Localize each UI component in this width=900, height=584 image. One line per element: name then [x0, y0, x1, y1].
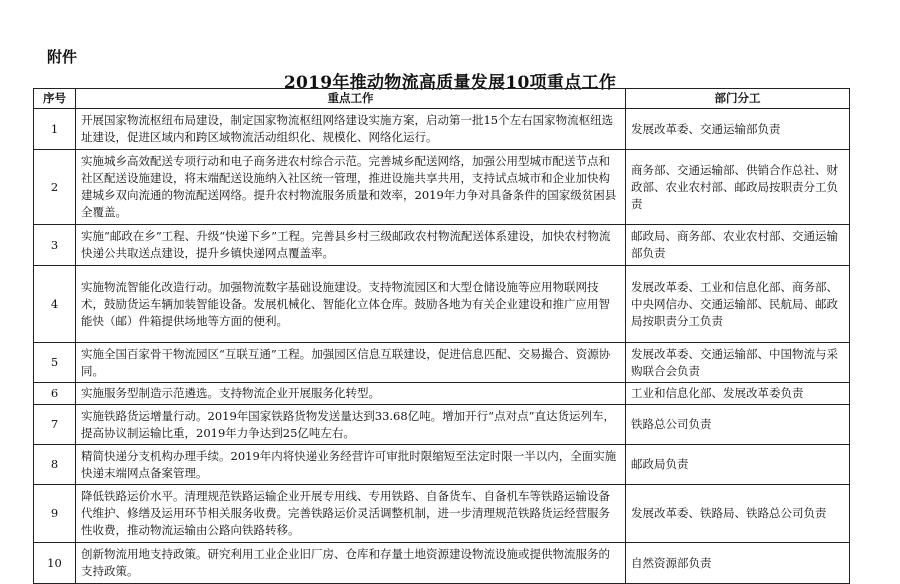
- table-row: [34, 109, 850, 150]
- row-dept: 工业和信息化部、发展改革委负责: [626, 383, 850, 405]
- row-dept: 发展改革委、交通运输部、中国物流与采购联合会负责: [626, 343, 850, 383]
- row-num: 4: [34, 266, 76, 343]
- row-work: 实施铁路货运增量行动。2019年国家铁路货物发送量达到33.68亿吨。增加开行“点对点”直达货运列车，提高协议制运输比重，2019年力争达到25亿吨左右。: [76, 405, 626, 445]
- row-dept: 发展改革委、工业和信息化部、商务部、中央网信办、交通运输部、民航局、邮政局按职责分工负责: [626, 266, 850, 343]
- table-row: [34, 225, 850, 266]
- attachment-label: 附件: [47, 48, 78, 66]
- row-dept: 铁路总公司负责: [626, 405, 850, 445]
- table-row: [34, 445, 850, 485]
- header-dept: 部门分工: [626, 89, 850, 109]
- row-work: 精简快递分支机构办理手续。2019年内将快递业务经营许可审批时限缩短至法定时限一半以内，全面实施快递末端网点备案管理。: [76, 445, 626, 485]
- row-dept: 邮政局负责: [626, 445, 850, 485]
- table-row: [34, 150, 850, 225]
- table-row: [34, 405, 850, 445]
- header-work: 重点工作: [76, 89, 626, 109]
- row-num: 2: [34, 150, 76, 225]
- table-row: [34, 343, 850, 383]
- row-dept: 邮政局、商务部、农业农村部、交通运输部负责: [626, 225, 850, 266]
- row-dept: 商务部、交通运输部、供销合作总社、财政部、农业农村部、邮政局按职责分工负责: [626, 150, 850, 225]
- row-work: 实施“邮政在乡”工程、升级“快递下乡”工程。完善县乡村三级邮政农村物流配送体系建设，加快农村物流快递公共取送点建设，提升乡镇快递网点覆盖率。: [76, 225, 626, 266]
- row-dept: 发展改革委、交通运输部负责: [626, 109, 850, 150]
- row-work: 实施物流智能化改造行动。加强物流数字基础设施建设。支持物流园区和大型仓储设施等应用物联网技术，鼓励货运车辆加装智能设备。发展机械化、智能化立体仓库。鼓励各地为有关企业建设和推广应用智能快（邮）件箱提供场地等方面的便利。: [76, 266, 626, 343]
- row-dept: 自然资源部负责: [626, 543, 850, 584]
- document-title: 2019年推动物流高质量发展10项重点工作: [283, 73, 617, 93]
- row-num: 3: [34, 225, 76, 266]
- row-num: 9: [34, 485, 76, 543]
- row-num: 5: [34, 343, 76, 383]
- row-num: 7: [34, 405, 76, 445]
- table-header-row: [34, 89, 850, 109]
- row-work: 开展国家物流枢纽布局建设，制定国家物流枢纽网络建设实施方案，启动第一批15个左右国家物流枢纽选址建设，促进区域内和跨区域物流活动组织化、规模化、网络化运行。: [76, 109, 626, 150]
- table-row: [34, 485, 850, 543]
- row-num: 8: [34, 445, 76, 485]
- row-num: 1: [34, 109, 76, 150]
- row-work: 降低铁路运价水平。清理规范铁路运输企业开展专用线、专用铁路、自备货车、自备机车等铁路运输设备代维护、修缮及运用环节相关服务收费。完善铁路运价灵活调整机制，进一步清理规范铁路货运经营服务性收费，推动物流运输由公路向铁路转移。: [76, 485, 626, 543]
- row-num: 6: [34, 383, 76, 405]
- table-row: [34, 383, 850, 405]
- table-row: [34, 266, 850, 343]
- table-row: [34, 543, 850, 584]
- row-work: 实施服务型制造示范遴选。支持物流企业开展服务化转型。: [76, 383, 626, 405]
- row-num: 10: [34, 543, 76, 584]
- row-work: 实施全国百家骨干物流园区“互联互通”工程。加强园区信息互联建设，促进信息匹配、交易撮合、资源协同。: [76, 343, 626, 383]
- row-dept: 发展改革委、铁路局、铁路总公司负责: [626, 485, 850, 543]
- work-table: [33, 88, 850, 584]
- header-num: 序号: [34, 89, 76, 109]
- row-work: 创新物流用地支持政策。研究利用工业企业旧厂房、仓库和存量土地资源建设物流设施或提供物流服务的支持政策。: [76, 543, 626, 584]
- row-work: 实施城乡高效配送专项行动和电子商务进农村综合示范。完善城乡配送网络，加强公用型城市配送节点和社区配送设施建设，将末端配送设施纳入社区统一管理，推进设施共享共用，支持试点城市和企业加快构建城乡双向流通的物流配送网络。提升农村物流服务质量和效率，2019年力争对具备条件的国家级贫困县全覆盖。: [76, 150, 626, 225]
